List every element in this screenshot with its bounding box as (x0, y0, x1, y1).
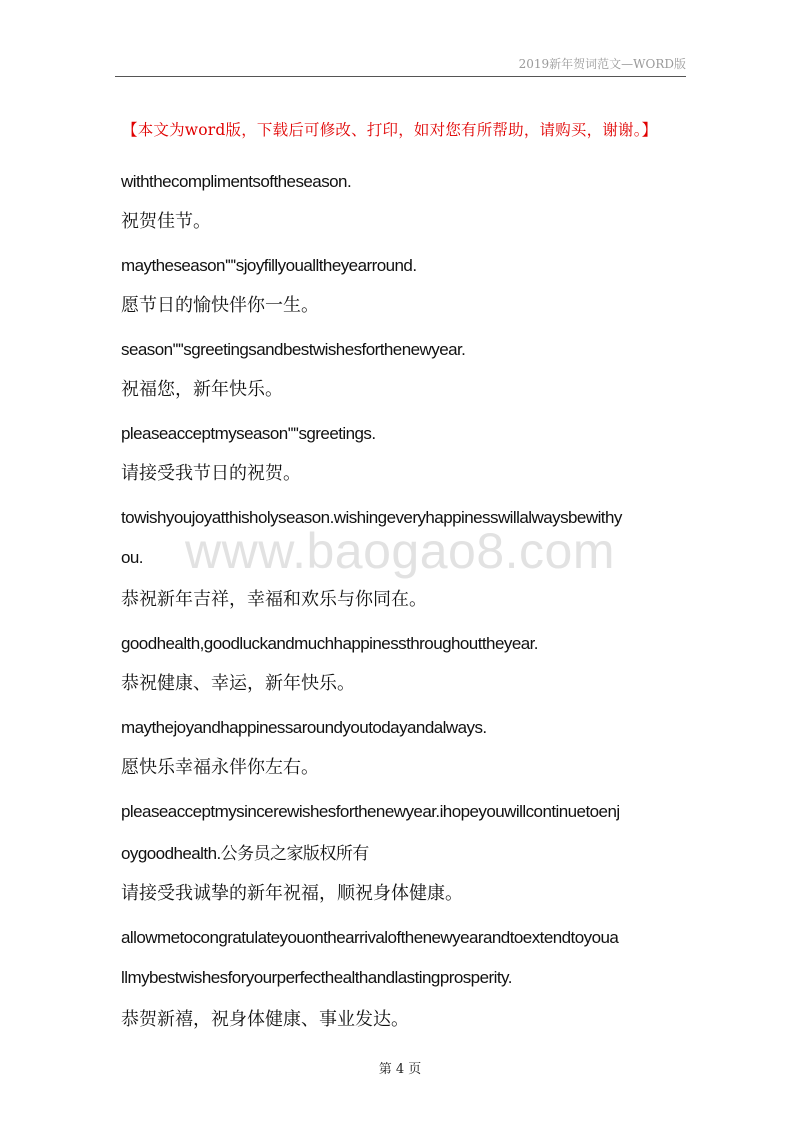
text-line: 恭贺新禧，祝身体健康、事业发达。 (121, 1009, 409, 1030)
text-line: 祝贺佳节。 (121, 211, 211, 232)
text-line: 祝福您，新年快乐。 (121, 379, 283, 400)
text-line: goodhealth,goodluckandmuchhappinessthroughouttheyear. (121, 634, 538, 653)
text-line: 请接受我诚挚的新年祝福，顺祝身体健康。 (121, 883, 463, 904)
text-line: withthecomplimentsoftheseason. (121, 172, 352, 191)
page-number: 第 4 页 (378, 1062, 422, 1077)
purchase-notice: 【本文为word版，下载后可修改、打印，如对您有所帮助，请购买，谢谢。】 (122, 121, 658, 139)
text-line: pleaseacceptmyseason''''sgreetings. (121, 424, 376, 443)
text-line: pleaseacceptmysincerewishesforthenewyear.ihopeyouwillcontinuetoenj (121, 802, 620, 821)
text-line: allowmetocongratulateyouonthearrivalofthenewyearandtoextendtoyoua (121, 928, 619, 947)
text-line: llmybestwishesforyourperfecthealthandlastingprosperity. (121, 968, 512, 987)
text-line: oygoodhealth.公务员之家版权所有 (121, 844, 369, 863)
text-line: 恭祝健康、幸运，新年快乐。 (121, 673, 355, 694)
page-header (115, 54, 686, 77)
text-line: maytheseason''''sjoyfillyoualltheyearround. (121, 256, 417, 275)
text-line: 请接受我节日的祝贺。 (121, 463, 301, 484)
text-line: 愿节日的愉快伴你一生。 (121, 295, 319, 316)
watermark: www.baogao8.com (185, 523, 615, 579)
text-line: towishyoujoyatthisholyseason.wishingeveryhappinesswillalwaysbewithy (121, 508, 622, 527)
text-line: 愿快乐幸福永伴你左右。 (121, 757, 319, 778)
text-line: season''''sgreetingsandbestwishesforthenewyear. (121, 340, 466, 359)
text-line: maythejoyandhappinessaroundyoutodayandalways. (121, 718, 487, 737)
text-line: ou. (121, 548, 143, 567)
text-line: 恭祝新年吉祥，幸福和欢乐与你同在。 (121, 589, 427, 610)
header-title: 2019新年贺词范文—WORD版 (518, 57, 686, 71)
